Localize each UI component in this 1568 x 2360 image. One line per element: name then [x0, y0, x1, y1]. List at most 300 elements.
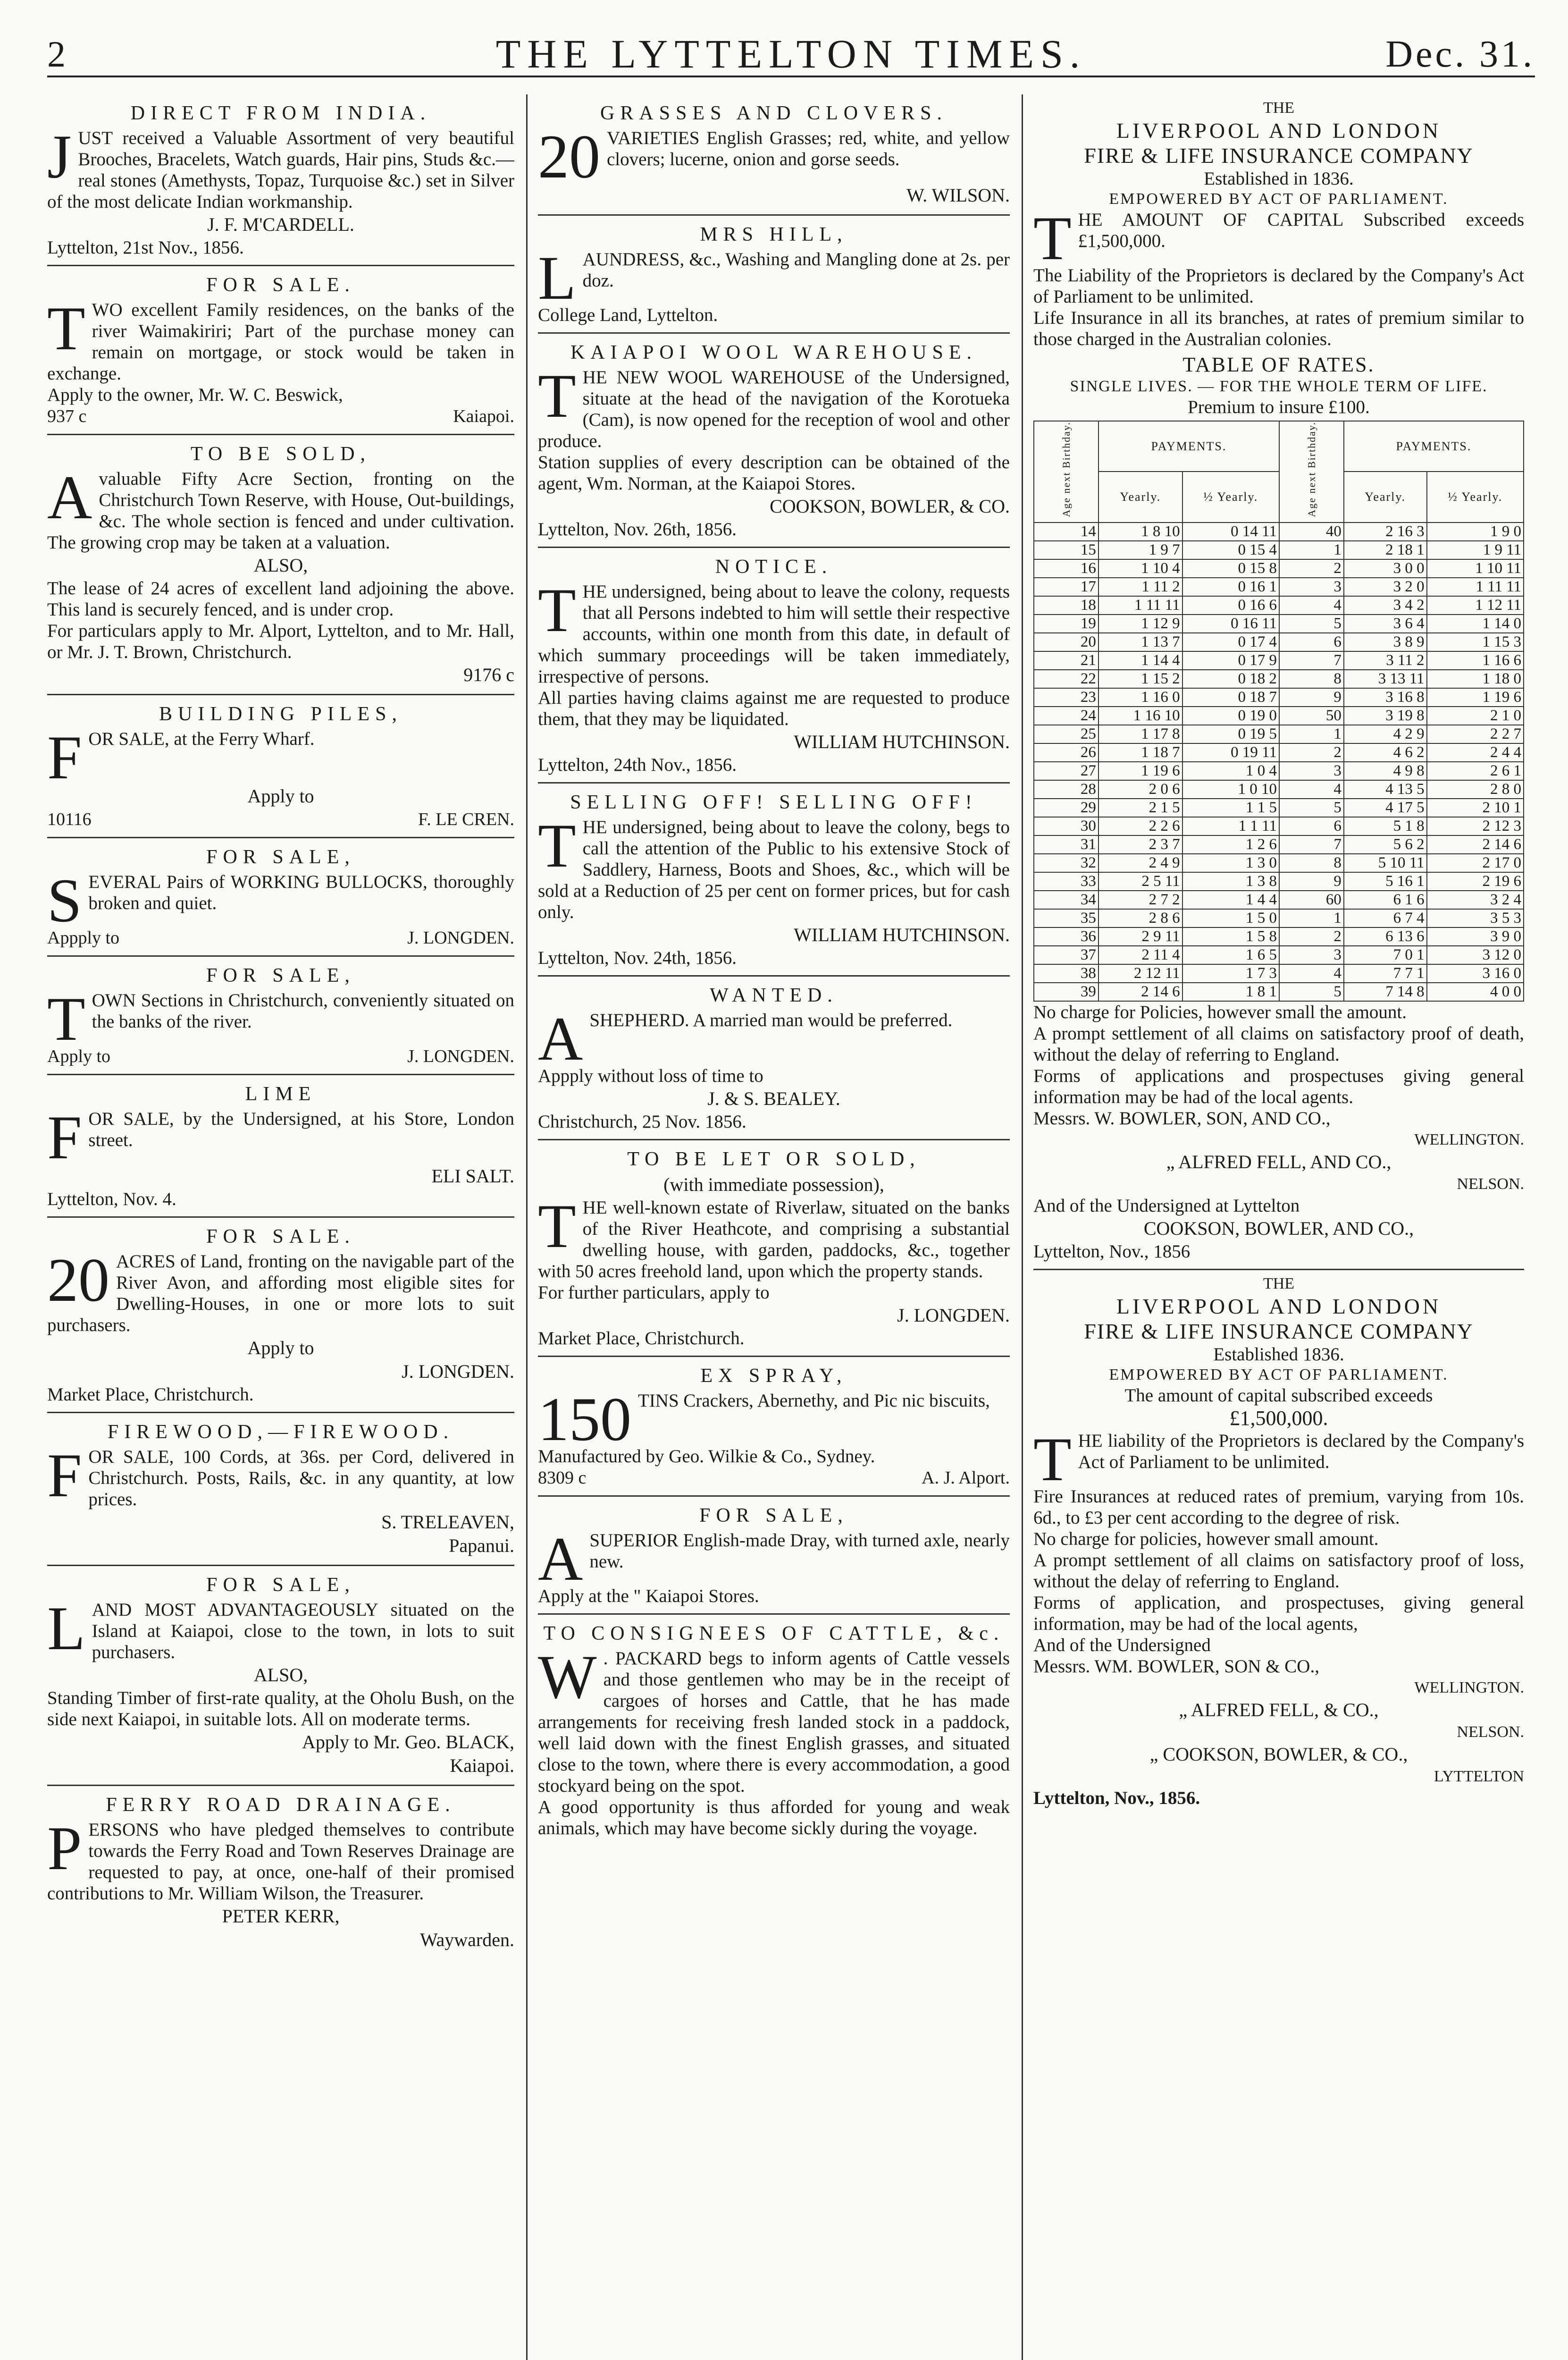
ad-heading: TO BE LET OR SOLD,: [627, 1148, 921, 1170]
rates-row: [1034, 707, 1524, 725]
ad-body: [47, 463, 514, 553]
rates-cell: 15: [1034, 541, 1098, 559]
rates-row: [1034, 854, 1524, 872]
drop-cap: L: [47, 1593, 85, 1663]
ad-text: HE undersigned, being about to leave the colony, begs to call the attention of the Public to his extensive Stock of Saddlery, Harness, Boots and Shoes, &c., which will be sold at a Reduction of 25 per cent on former prices, but for cash only.: [538, 817, 1010, 922]
advertisement-india: [47, 94, 514, 266]
rates-cell: 0 16 1: [1182, 578, 1279, 596]
rates-cell: 2 10 1: [1427, 799, 1524, 817]
advertisement-towns: [47, 957, 514, 1075]
premium: Premium to insure £100.: [1188, 397, 1370, 417]
rates-cell: 20: [1034, 633, 1098, 651]
ad-signature: J. LONGDEN.: [402, 1361, 514, 1382]
ad-body: HE liability of the Proprietors is declared by the Company's Act of Parliament to be unlimited.: [1078, 1430, 1524, 1472]
rates-cell: 1 1 11: [1182, 817, 1279, 835]
ad-text: VARIETIES English Grasses; red, white, and yellow clovers; lucerne, onion and gorse seeds.: [607, 128, 1010, 169]
rates-cell: 7 14 8: [1344, 983, 1427, 1001]
ad-heading: FOR SALE,: [699, 1505, 848, 1526]
drop-cap: 150: [538, 1384, 631, 1454]
rates-cell: 0 19 0: [1182, 707, 1279, 725]
rates-row: [1034, 743, 1524, 762]
ad-text: . PACKARD begs to inform agents of Cattle vessels and those gentlemen who may be in the receipt of cargoes of horses and Cattle, that he has made arrangements for receiving fresh landed stock in a paddock, well laid down with the finest English grasses, and situated close to the town, where there is every accommodation, a good stockyard being on the spot.: [538, 1648, 1010, 1796]
rates-cell: 1 2 6: [1182, 835, 1279, 854]
rates-cell: 1 9 11: [1427, 541, 1524, 559]
capital: The amount of capital subscribed exceeds: [1124, 1385, 1433, 1406]
rates-cell: 3 16 0: [1427, 964, 1524, 983]
ad-signature: Kaiapoi.: [453, 406, 514, 426]
ad-ref: 8309 c: [538, 1468, 587, 1488]
rates-header: Age next Birthday.: [1034, 421, 1098, 523]
rates-cell: 0 14 11: [1182, 523, 1279, 541]
rates-cell: 1 14 4: [1098, 651, 1182, 670]
ad-ref: Apply to: [47, 1046, 111, 1066]
company-name: LIVERPOOL AND LONDON: [1116, 118, 1442, 143]
rates-cell: 3 16 8: [1344, 688, 1427, 707]
rates-cell: 50: [1279, 707, 1344, 725]
advertisement-hill: [538, 216, 1010, 334]
rates-cell: 6: [1279, 633, 1344, 651]
ad-ref: Appply to: [47, 928, 120, 948]
ad-paragraph: For particulars apply to Mr. Alport, Lyttelton, and to Mr. Hall, or Mr. J. T. Brown, Christchurch.: [47, 621, 514, 662]
advertisement-spray: [538, 1357, 1010, 1497]
ad-signature: WILLIAM HUTCHINSON.: [794, 924, 1010, 945]
drop-cap: 20: [538, 122, 600, 191]
rates-cell: 5: [1279, 615, 1344, 633]
rates-cell: 1 18 0: [1427, 670, 1524, 688]
rates-row: [1034, 559, 1524, 578]
rates-cell: 35: [1034, 909, 1098, 927]
rates-cell: 3: [1279, 578, 1344, 596]
rates-cell: 2 17 0: [1427, 854, 1524, 872]
rates-cell: 1 1 5: [1182, 799, 1279, 817]
rates-cell: 2 6 1: [1427, 762, 1524, 780]
rates-cell: 14: [1034, 523, 1098, 541]
ad-the: THE: [1263, 99, 1295, 117]
ad-text: valuable Fifty Acre Section, fronting on the Christchurch Town Reserve, with House, Out-buildings, &c. The whole section is fenced and under cultivation. The growing crop may be taken at a valuation.: [47, 469, 514, 553]
ad-body: A prompt settlement of all claims on satisfactory proof of death, without the delay of referring to England.: [1033, 1023, 1524, 1065]
advertisement-forsale1: [47, 266, 514, 435]
rates-cell: 34: [1034, 891, 1098, 909]
rates-cell: 2 19 6: [1427, 872, 1524, 891]
ad-signature: 9176 c: [463, 664, 514, 685]
drop-cap: F: [47, 723, 82, 792]
ad-text: AUNDRESS, &c., Washing and Mangling done at 2s. per doz.: [582, 249, 1010, 291]
rates-row: [1034, 983, 1524, 1001]
drop-cap: A: [538, 1004, 583, 1073]
drop-cap: J: [47, 122, 72, 191]
agent-location: NELSON.: [1457, 1175, 1524, 1193]
ad-signature: F. LE CREN.: [418, 809, 514, 829]
rates-cell: 9: [1279, 688, 1344, 707]
advertisement-acres: [47, 1218, 514, 1413]
rates-cell: 5: [1279, 983, 1344, 1001]
ad-line: Apply to: [247, 1337, 314, 1358]
rates-cell: 3 13 11: [1344, 670, 1427, 688]
rates-row: [1034, 541, 1524, 559]
ad-text: WO excellent Family residences, on the banks of the river Waimakiriri; Part of the purchase money can remain on mortgage, or stock would be taken in exchange.: [47, 300, 514, 384]
rates-row: [1034, 725, 1524, 743]
rates-cell: 0 17 9: [1182, 651, 1279, 670]
ad-signature-row: [47, 1045, 514, 1067]
rates-cell: 37: [1034, 946, 1098, 964]
rates-cell: 1 10 4: [1098, 559, 1182, 578]
rates-cell: 1 5 0: [1182, 909, 1279, 927]
rates-cell: 0 19 11: [1182, 743, 1279, 762]
rates-header: Age next Birthday.: [1279, 421, 1344, 523]
rates-header: PAYMENTS.: [1344, 421, 1524, 472]
empowered: EMPOWERED BY ACT OF PARLIAMENT.: [1109, 1365, 1449, 1383]
table-title: TABLE OF RATES.: [1182, 353, 1375, 376]
ad-body: [538, 243, 1010, 312]
ad-heading: GRASSES AND CLOVERS.: [600, 102, 948, 124]
rates-row: [1034, 799, 1524, 817]
advertisement-grasses: [538, 94, 1010, 216]
ad-body: [47, 1103, 514, 1172]
rates-cell: 3 12 0: [1427, 946, 1524, 964]
ad-heading: MRS HILL,: [700, 224, 848, 245]
rates-cell: 1: [1279, 725, 1344, 743]
ad-line: ALSO,: [253, 1664, 308, 1686]
ad-heading: FIREWOOD,—FIREWOOD.: [107, 1421, 454, 1443]
company-name: LIVERPOOL AND LONDON: [1116, 1294, 1442, 1318]
rates-cell: 1 14 0: [1427, 615, 1524, 633]
rates-cell: 2: [1279, 743, 1344, 762]
rates-cell: 0 15 4: [1182, 541, 1279, 559]
rates-cell: 4: [1279, 596, 1344, 615]
agent-location: LYTTELTON: [1434, 1767, 1524, 1785]
rates-cell: 8: [1279, 670, 1344, 688]
rates-cell: 2 5 11: [1098, 872, 1182, 891]
agent: Messrs. WM. BOWLER, SON & CO.,: [1033, 1656, 1319, 1677]
rates-cell: 4: [1279, 780, 1344, 799]
ad-body: [47, 294, 514, 384]
advertisement-firewood: [47, 1413, 514, 1566]
ad-signature: COOKSON, BOWLER, & CO.: [770, 496, 1010, 517]
ad-signature: J. LONGDEN.: [897, 1305, 1010, 1326]
rates-cell: 24: [1034, 707, 1098, 725]
ad-text: OR SALE, by the Undersigned, at his Store, London street.: [88, 1109, 514, 1150]
advertisement-selling: [538, 784, 1010, 977]
rates-cell: 3: [1279, 762, 1344, 780]
ad-heading: EX SPRAY,: [700, 1365, 847, 1387]
rates-cell: 17: [1034, 578, 1098, 596]
ad-body: Life Insurance in all its branches, at rates of premium similar to those charged in the Australian colonies.: [1033, 308, 1524, 349]
rates-cell: 2 14 6: [1427, 835, 1524, 854]
drop-cap: T: [538, 575, 576, 645]
ad-body: Forms of applications and prospectuses giving general information may be had of the local agents.: [1033, 1065, 1524, 1107]
rates-cell: 2 12 3: [1427, 817, 1524, 835]
rates-cell: 1 8 10: [1098, 523, 1182, 541]
rates-cell: 4 9 8: [1344, 762, 1427, 780]
drop-cap: L: [538, 243, 576, 312]
ad-heading: FOR SALE.: [206, 274, 355, 296]
ad-heading: TO CONSIGNEES OF CATTLE, &c.: [543, 1623, 1005, 1644]
rates-cell: 3 5 3: [1427, 909, 1524, 927]
rates-cell: 2 7 2: [1098, 891, 1182, 909]
rates-cell: 6 13 6: [1344, 927, 1427, 946]
ad-body: HE AMOUNT OF CAPITAL Subscribed exceeds £1,500,000.: [1078, 210, 1524, 251]
rates-cell: 7: [1279, 651, 1344, 670]
drop-cap: T: [538, 361, 576, 430]
rates-cell: 2 2 7: [1427, 725, 1524, 743]
rates-cell: 1 11 11: [1427, 578, 1524, 596]
rates-row: [1034, 927, 1524, 946]
drop-cap: F: [47, 1441, 82, 1510]
rates-row: [1034, 523, 1524, 541]
ad-body: [47, 866, 514, 935]
rates-cell: 2: [1279, 559, 1344, 578]
rates-cell: 22: [1034, 670, 1098, 688]
ad-heading: FOR SALE,: [206, 1574, 355, 1596]
ad-line: Lyttelton, 24th Nov., 1856.: [538, 755, 737, 775]
rates-row: [1034, 633, 1524, 651]
rates-cell: 2 12 11: [1098, 964, 1182, 983]
rates-header: Yearly.: [1344, 472, 1427, 522]
ad-body: And of the Undersigned: [1033, 1635, 1211, 1655]
rates-cell: 0 15 8: [1182, 559, 1279, 578]
ad-signature: Papanui.: [449, 1535, 514, 1556]
advertisement-drainage: [47, 1786, 514, 1959]
established: Established in 1836.: [1204, 169, 1354, 189]
rates-cell: 2 2 6: [1098, 817, 1182, 835]
advertisement-wool: [538, 334, 1010, 548]
rates-cell: 1 6 5: [1182, 946, 1279, 964]
rates-row: [1034, 946, 1524, 964]
rates-cell: 1 15 3: [1427, 633, 1524, 651]
rates-cell: 1 16 6: [1427, 651, 1524, 670]
ad-line: Lyttelton, Nov. 24th, 1856.: [538, 948, 737, 968]
ad-line: Market Place, Christchurch.: [47, 1384, 254, 1405]
ad-signature: Waywarden.: [419, 1929, 514, 1950]
advertisement-cattle: [538, 1615, 1010, 1846]
rates-cell: 7: [1279, 835, 1344, 854]
rates-cell: 8: [1279, 854, 1344, 872]
rates-cell: 2: [1279, 927, 1344, 946]
ad-body: [538, 122, 1010, 191]
rates-cell: 1 13 7: [1098, 633, 1182, 651]
column-3: [1033, 94, 1524, 2360]
rates-row: [1034, 596, 1524, 615]
rates-cell: 16: [1034, 559, 1098, 578]
advertisement-piles: [47, 695, 514, 838]
ad-paragraph: All parties having claims against me are requested to produce them, that they may be liquidated.: [538, 688, 1010, 729]
ad-signature: W. WILSON.: [906, 185, 1010, 206]
ad-date: Lyttelton, Nov., 1856.: [1033, 1787, 1200, 1808]
rates-row: [1034, 670, 1524, 688]
rates-cell: 5 6 2: [1344, 835, 1427, 854]
ad-body: The Liability of the Proprietors is declared by the Company's Act of Parliament to be unlimited.: [1033, 265, 1524, 307]
rates-cell: 1 11 2: [1098, 578, 1182, 596]
rates-row: [1034, 909, 1524, 927]
ad-body: Forms of application, and prospectuses, giving general information, may be had of the local agents,: [1033, 1592, 1524, 1634]
rates-cell: 3 2 4: [1427, 891, 1524, 909]
rates-cell: 7 7 1: [1344, 964, 1427, 983]
column-rule: [526, 94, 528, 2360]
ad-text: OR SALE, 100 Cords, at 36s. per Cord, delivered in Christchurch. Posts, Rails, &c. in any quantity, at low prices.: [88, 1447, 514, 1509]
company-name-2: FIRE & LIFE INSURANCE COMPANY: [1084, 143, 1474, 168]
rates-cell: 9: [1279, 872, 1344, 891]
insurance-ad-life: [1033, 94, 1524, 1270]
insurance-ad-fire: [1033, 1270, 1524, 1815]
ad-heading: SELLING OFF! SELLING OFF!: [570, 792, 978, 813]
ad-body: [538, 1191, 1010, 1282]
ad-ref: 10116: [47, 809, 92, 829]
ad-text: HE NEW WOOL WAREHOUSE of the Undersigned, situate at the head of the navigation of the Korotueka (Cam), is now opened for the reception of wool and other produce.: [538, 367, 1010, 451]
ad-signature: A. J. Alport.: [922, 1468, 1010, 1488]
ad-paragraph: For further particulars, apply to: [538, 1282, 770, 1303]
column-2: [538, 94, 1010, 2360]
ad-signature-row: [47, 809, 514, 830]
ad-heading: NOTICE.: [715, 556, 833, 578]
ad-text: OWN Sections in Christchurch, conveniently situated on the banks of the river.: [92, 990, 514, 1032]
rates-cell: 3 2 0: [1344, 578, 1427, 596]
rates-cell: 2 0 6: [1098, 780, 1182, 799]
drop-cap: T: [47, 294, 85, 363]
rates-cell: 2 4 4: [1427, 743, 1524, 762]
ad-heading: DIRECT FROM INDIA.: [130, 102, 431, 124]
rates-cell: 4 6 2: [1344, 743, 1427, 762]
drop-cap: T: [1033, 1424, 1072, 1494]
ad-text: ERSONS who have pledged themselves to contribute towards the Ferry Road and Town Reserves Drainage are requested to pay, at once, one-half of their promised contributions to Mr. William Wilson, the Treasurer.: [47, 1820, 514, 1904]
rates-cell: 3 11 2: [1344, 651, 1427, 670]
rates-cell: 60: [1279, 891, 1344, 909]
ad-text: EVERAL Pairs of WORKING BULLOCKS, thoroughly broken and quiet.: [88, 872, 514, 913]
established: Established 1836.: [1213, 1344, 1344, 1365]
rates-cell: 28: [1034, 780, 1098, 799]
agent: „ ALFRED FELL, AND CO.,: [1166, 1151, 1392, 1172]
rates-cell: 3 8 9: [1344, 633, 1427, 651]
rates-cell: 5 10 11: [1344, 854, 1427, 872]
rates-cell: 31: [1034, 835, 1098, 854]
ad-body: [47, 1245, 514, 1336]
rates-row: [1034, 578, 1524, 596]
rates-cell: 0 18 2: [1182, 670, 1279, 688]
ad-paragraph: The lease of 24 acres of excellent land adjoining the above. This land is securely fenced, and is under crop.: [47, 578, 514, 620]
drop-cap: S: [47, 866, 82, 935]
advertisement-dray: [538, 1497, 1010, 1615]
rates-row: [1034, 688, 1524, 707]
rates-cell: 18: [1034, 596, 1098, 615]
ad-heading: BUILDING PILES,: [159, 703, 402, 725]
ad-heading: FOR SALE.: [206, 1226, 355, 1247]
drop-cap: A: [538, 1524, 583, 1593]
ad-signature-row: [47, 927, 514, 949]
advertisement-land: [47, 1566, 514, 1786]
ad-body: [47, 1813, 514, 1904]
rates-cell: 4 0 0: [1427, 983, 1524, 1001]
rates-cell: 2 14 6: [1098, 983, 1182, 1001]
rates-cell: 32: [1034, 854, 1098, 872]
rates-cell: 2 1 5: [1098, 799, 1182, 817]
ad-body: [538, 1384, 1010, 1454]
ad-line: J. & S. BEALEY.: [707, 1088, 840, 1109]
ad-signature: S. TRELEAVEN,: [381, 1511, 514, 1533]
ad-date: Lyttelton, Nov., 1856: [1033, 1241, 1191, 1262]
table-subtitle: SINGLE LIVES. — FOR THE WHOLE TERM OF LIFE.: [1070, 378, 1488, 395]
rates-cell: 2 3 7: [1098, 835, 1182, 854]
rates-cell: 0 18 7: [1182, 688, 1279, 707]
rates-cell: 4 13 5: [1344, 780, 1427, 799]
rates-cell: 3 4 2: [1344, 596, 1427, 615]
ad-line: ALSO,: [253, 555, 308, 576]
ad-heading: LIME: [245, 1083, 317, 1105]
advertisement-notice: [538, 548, 1010, 784]
ad-line: Lyttelton, Nov. 26th, 1856.: [538, 519, 737, 539]
drop-cap: W: [538, 1642, 597, 1711]
rates-cell: 1 18 7: [1098, 743, 1182, 762]
rates-row: [1034, 891, 1524, 909]
ad-body: [538, 575, 1010, 687]
ad-line: Apply at the " Kaiapoi Stores.: [538, 1586, 759, 1606]
advertisement-tobesold: [47, 435, 514, 695]
rates-cell: 2 9 11: [1098, 927, 1182, 946]
rates-cell: 1 4 4: [1182, 891, 1279, 909]
rates-cell: 5: [1279, 799, 1344, 817]
column-1: [47, 94, 514, 2360]
rates-cell: 29: [1034, 799, 1098, 817]
agent-location: WELLINGTON.: [1414, 1678, 1524, 1696]
rates-cell: 1 16 0: [1098, 688, 1182, 707]
rates-cell: 1 3 0: [1182, 854, 1279, 872]
rates-cell: 1 10 11: [1427, 559, 1524, 578]
ad-heading: TO BE SOLD,: [190, 443, 371, 465]
drop-cap: P: [47, 1813, 82, 1883]
ad-paragraph: Station supplies of every description can be obtained of the agent, Wm. Norman, at the Kaiapoi Stores.: [538, 452, 1010, 494]
rates-cell: 26: [1034, 743, 1098, 762]
ad-text: ACRES of Land, fronting on the navigable part of the River Avon, and affording most eligible sites for Dwelling-Houses, in one or more lots to suit purchasers.: [47, 1251, 514, 1335]
rates-cell: 1 19 6: [1098, 762, 1182, 780]
drop-cap: T: [1033, 203, 1072, 273]
rates-cell: 1 17 8: [1098, 725, 1182, 743]
rates-cell: 33: [1034, 872, 1098, 891]
advertisement-riverlaw: [538, 1140, 1010, 1357]
ad-signature-row: [47, 405, 514, 427]
ad-line: Apply to the owner, Mr. W. C. Beswick,: [47, 385, 343, 405]
ad-body: [538, 1004, 1010, 1073]
rates-cell: 1 16 10: [1098, 707, 1182, 725]
rates-row: [1034, 835, 1524, 854]
ad-text: OR SALE, at the Ferry Wharf.: [88, 729, 315, 749]
rates-header: Yearly.: [1098, 472, 1182, 522]
ad-body: [47, 723, 514, 792]
ad-line: J. F. M'CARDELL.: [207, 214, 354, 235]
ad-body: [47, 1593, 514, 1663]
ad-line: Apply to: [247, 785, 314, 807]
agent: „ COOKSON, BOWLER, & CO.,: [1149, 1743, 1408, 1765]
rates-header: ½ Yearly.: [1182, 472, 1279, 522]
drop-cap: 20: [47, 1245, 109, 1315]
ad-text: HE well-known estate of Riverlaw, situated on the banks of the River Heathcote, and comprising a substantial dwelling house, with garden, paddocks, &c., together with 50 acres freehold land, upon which the property stands.: [538, 1197, 1010, 1281]
ad-heading: FERRY ROAD DRAINAGE.: [106, 1794, 456, 1816]
drop-cap: A: [47, 463, 92, 532]
rates-cell: 1 12 11: [1427, 596, 1524, 615]
rates-row: [1034, 964, 1524, 983]
ad-text: SHEPHERD. A married man would be preferred.: [589, 1010, 953, 1030]
capital-value: £1,500,000.: [1229, 1406, 1328, 1430]
rates-cell: 1 11 11: [1098, 596, 1182, 615]
rates-cell: 2 4 9: [1098, 854, 1182, 872]
rates-cell: 7 0 1: [1344, 946, 1427, 964]
advertisement-lime: [47, 1075, 514, 1218]
ad-ref: 937 c: [47, 406, 87, 426]
empowered: EMPOWERED BY ACT OF PARLIAMENT.: [1109, 190, 1449, 208]
rates-cell: 1 9 7: [1098, 541, 1182, 559]
rates-cell: 6 7 4: [1344, 909, 1427, 927]
ad-body: Fire Insurances at reduced rates of premium, varying from 10s. 6d., to £3 per cent according to the degree of risk.: [1033, 1486, 1524, 1528]
issue-date: Dec. 31.: [1385, 34, 1535, 75]
ad-line: PETER KERR,: [222, 1905, 340, 1927]
rates-row: [1034, 762, 1524, 780]
